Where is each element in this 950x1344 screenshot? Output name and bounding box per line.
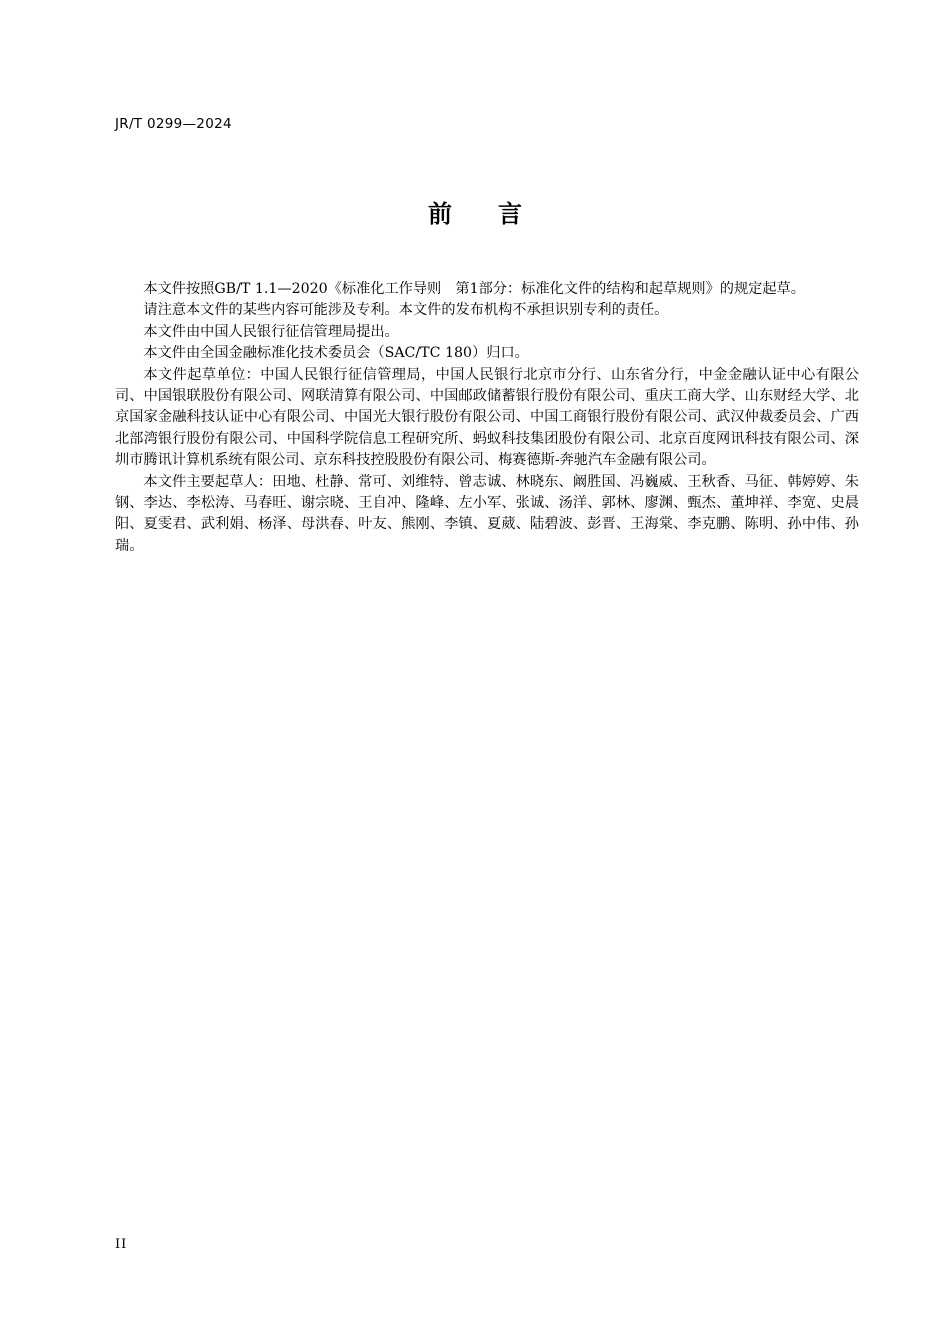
paragraph-administration: 本文件由全国金融标准化技术委员会（SAC/TC 180）归口。 (143, 345, 529, 362)
page-number: II (115, 1237, 128, 1252)
paragraph-drafting-basis: 本文件按照GB/T 1.1—2020《标准化工作导则 第1部分：标准化文件的结构和起草规则》的规定起草。 (143, 281, 805, 297)
page-title: 前言 (428, 200, 568, 228)
paragraph-drafting-units: 本文件起草单位：中国人民银行征信管理局，中国人民银行北京市分行、山东省分行，中金金融认证中心有限公司、中国银联股份有限公司、网联清算有限公司、中国邮政储蓄银行股份有限公司、重庆工商大学、山东财经大学、北京国家金融科技认证中心有限公司、中国光大银行股份有限公司、中国工商银行股份有限公司、武汉仲裁委员会、广西北部湾银行股份有限公司、中国科学院信息工程研究所、蚂蚁科技集团股份有限公司、北京百度网讯科技有限公司、深圳市腾讯计算机系统有限公司、京东科技控股股份有限公司、梅赛德斯-奔驰汽车金融有限公司。 (115, 366, 859, 469)
paragraph-drafters: 本文件主要起草人：田地、杜静、常可、刘维特、曾志诚、林晓东、阚胜国、冯巍威、王秋香、马征、韩婷婷、朱钢、李达、李松涛、马春旺、谢宗晓、王自冲、隆峰、左小军、张诚、汤洋、郭林、廖渊、甄杰、董坤祥、李宽、史晨阳、夏雯君、武利娟、杨泽、母洪春、叶友、熊刚、李镇、夏葳、陆碧波、彭晋、王海棠、李克鹏、陈明、孙中伟、孙瑞。 (115, 473, 859, 554)
paragraph-proposer: 本文件由中国人民银行征信管理局提出。 (143, 323, 399, 340)
document-code: JR/T 0299—2024 (115, 116, 232, 132)
foreword-body (115, 279, 859, 557)
paragraph-patent-notice: 请注意本文件的某些内容可能涉及专利。本文件的发布机构不承担识别专利的责任。 (143, 302, 669, 319)
